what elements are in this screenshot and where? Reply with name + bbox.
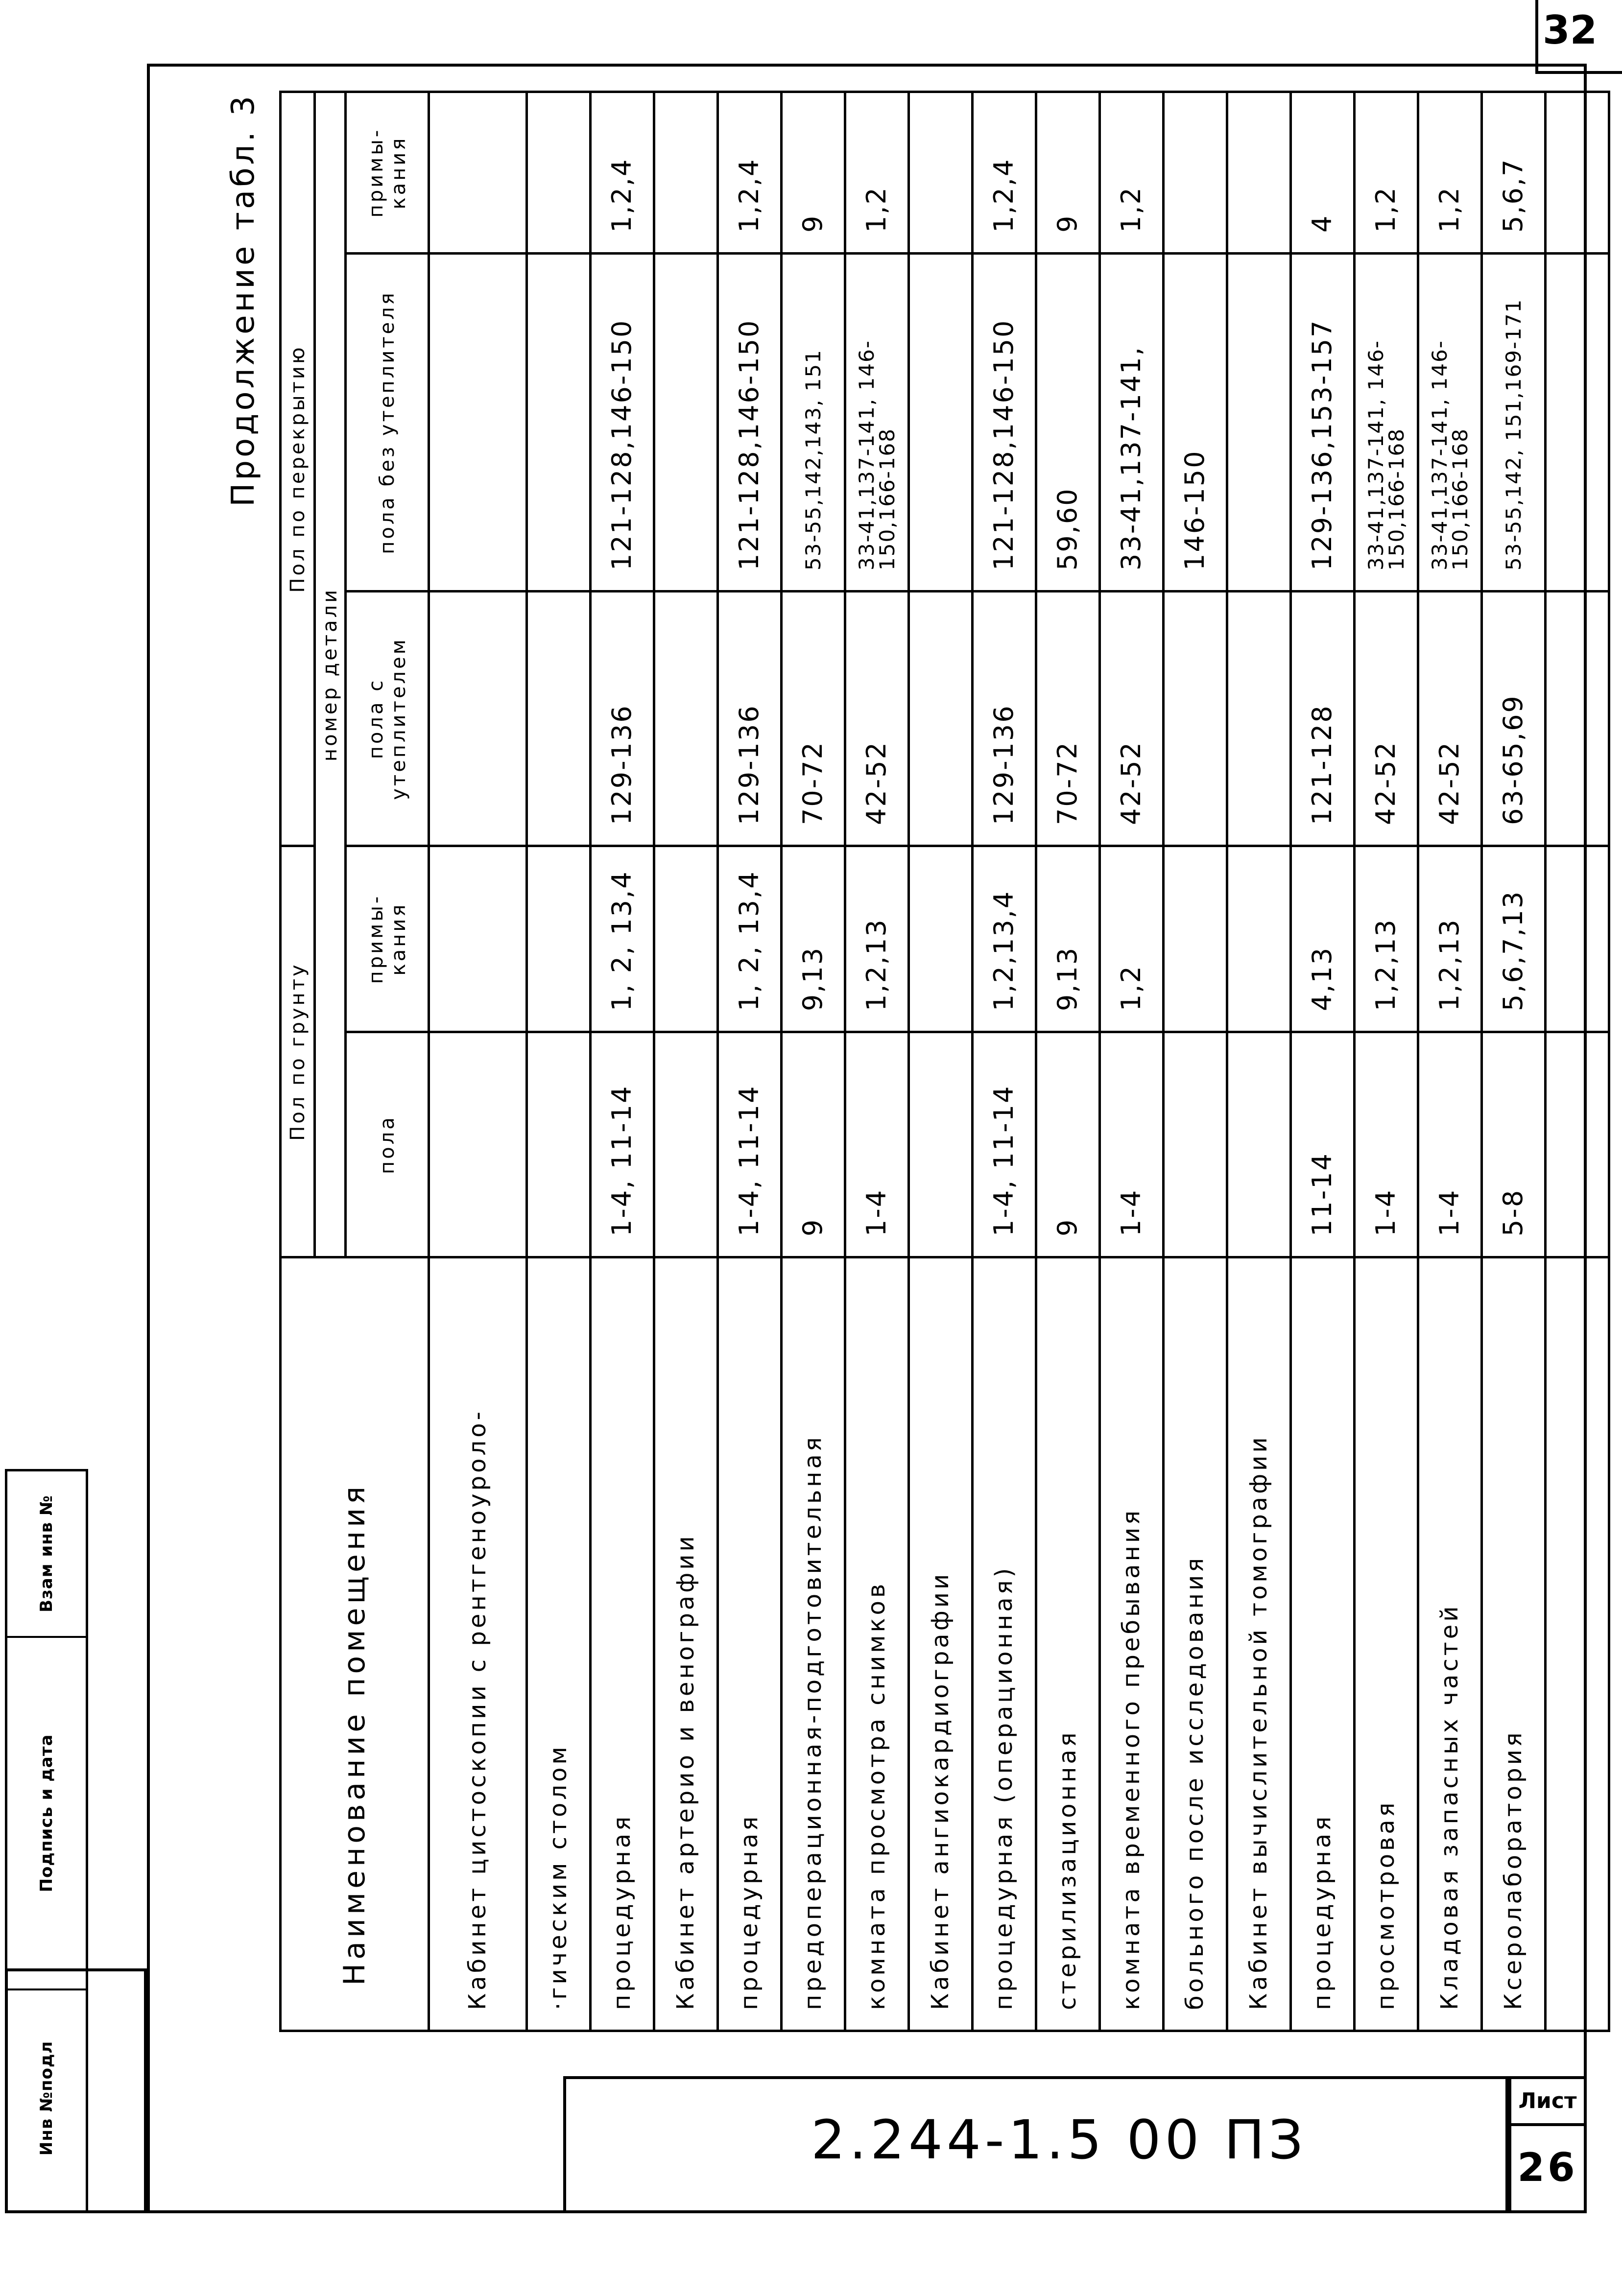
- room-name-cell: процедурная: [591, 1257, 654, 2031]
- slab-insulated-cell: 70-72: [1036, 592, 1100, 846]
- ground-floor-cell: 1-4: [845, 1032, 909, 1257]
- room-name-cell: просмотровая: [1355, 1257, 1418, 2031]
- slab-notes-cell: [1227, 92, 1291, 253]
- ground-notes-cell: 1,2,13: [1355, 846, 1418, 1032]
- room-name-cell: Кабинет ангиокардиографии: [909, 1257, 973, 2031]
- room-name-cell: стерилизационная: [1036, 1257, 1100, 2031]
- ground-floor-cell: 1-4: [1355, 1032, 1418, 1257]
- slab-insulated-cell: 70-72: [782, 592, 845, 846]
- rotated-table-area: [225, 93, 1567, 2032]
- slab-insulated-cell: 42-52: [1100, 592, 1164, 846]
- slab-insulated-cell: 129-136: [591, 592, 654, 846]
- slab-notes-cell: 1,2,4: [591, 92, 654, 253]
- slab-plain-cell: 59,60: [1036, 254, 1100, 592]
- table-row: [1100, 92, 1164, 2031]
- table-row: [909, 92, 973, 2031]
- ground-notes-cell: [1227, 846, 1291, 1032]
- stamp-cell-inv-podl: [7, 1990, 86, 2206]
- slab-notes-cell: 9: [782, 92, 845, 253]
- header-slab-plain: пола без утеплителя: [346, 254, 429, 592]
- slab-insulated-cell: [429, 592, 527, 846]
- table-body: [429, 92, 1609, 2031]
- title-block: [563, 2076, 1508, 2213]
- table-row: [782, 92, 845, 2031]
- ground-floor-cell: 5-8: [1482, 1032, 1546, 1257]
- ground-floor-cell: 9: [1036, 1032, 1100, 1257]
- ground-floor-cell: 11-14: [1291, 1032, 1355, 1257]
- table-row: [1291, 92, 1355, 2031]
- slab-notes-cell: 9: [1036, 92, 1100, 253]
- ground-notes-cell: [654, 846, 718, 1032]
- room-name-cell: больного после исследования: [1164, 1257, 1227, 2031]
- ground-floor-cell: 1-4: [1418, 1032, 1482, 1257]
- slab-notes-cell: 1,2: [845, 92, 909, 253]
- ground-floor-cell: [1164, 1032, 1227, 1257]
- slab-notes-cell: [909, 92, 973, 253]
- slab-notes-cell: 1,2: [1100, 92, 1164, 253]
- ground-floor-cell: [429, 1032, 527, 1257]
- ground-notes-cell: 1,2,13: [845, 846, 909, 1032]
- slab-notes-cell: [429, 92, 527, 253]
- table-row: [1036, 92, 1100, 2031]
- ground-notes-cell: 1,2,13,4: [973, 846, 1036, 1032]
- room-name-cell: Кабинет артерио и венографии: [654, 1257, 718, 2031]
- ground-floor-cell: 1-4, 11-14: [973, 1032, 1036, 1257]
- ground-floor-cell: [909, 1032, 973, 1257]
- slab-plain-cell: 33-41,137-141, 146-150,166-168: [1418, 254, 1482, 592]
- ground-floor-cell: 9: [782, 1032, 845, 1257]
- slab-plain-cell: [909, 254, 973, 592]
- slab-notes-cell: [654, 92, 718, 253]
- slab-plain-cell: 146-150: [1164, 254, 1227, 592]
- slab-insulated-cell: 42-52: [1355, 592, 1418, 846]
- ground-notes-cell: [1164, 846, 1227, 1032]
- ground-floor-cell: [1227, 1032, 1291, 1257]
- table-row: [527, 92, 591, 2031]
- header-detail-number: номер детали: [315, 92, 346, 1257]
- room-name-cell: процедурная (операционная): [973, 1257, 1036, 2031]
- slab-insulated-cell: [909, 592, 973, 846]
- table-row: [1227, 92, 1291, 2031]
- ground-notes-cell: 5,6,7,13: [1482, 846, 1546, 1032]
- slab-notes-cell: [1164, 92, 1227, 253]
- ground-notes-cell: 4,13: [1291, 846, 1355, 1032]
- ground-notes-cell: 9,13: [1036, 846, 1100, 1032]
- ground-notes-cell: 1,2,13: [1418, 846, 1482, 1032]
- header-slab-notes: примы- кания: [346, 92, 429, 253]
- document-code: 2.244-1.5 00 ПЗ: [811, 2108, 1307, 2171]
- stamp-cell-podpis: [7, 1638, 86, 1990]
- slab-insulated-cell: [654, 592, 718, 846]
- slab-notes-cell: 1,2,4: [973, 92, 1036, 253]
- table-row: [429, 92, 527, 2031]
- sheet-label: Лист: [1511, 2079, 1584, 2126]
- page-number-rule-vertical: [1535, 0, 1538, 73]
- sheet-box: [1508, 2076, 1587, 2213]
- slab-notes-cell: 4: [1291, 92, 1355, 253]
- slab-plain-cell: [654, 254, 718, 592]
- ground-notes-cell: 1,2: [1100, 846, 1164, 1032]
- room-name-cell: Ксеролаборатория: [1482, 1257, 1546, 2031]
- slab-notes-cell: [1546, 92, 1609, 253]
- table-row: [1355, 92, 1418, 2031]
- stamp-inv-podl: Инв №подл: [37, 2040, 56, 2156]
- ground-notes-cell: 1, 2, 13,4: [718, 846, 782, 1032]
- slab-insulated-cell: 121-128: [1291, 592, 1355, 846]
- room-name-cell: Кабинет цистоскопии с рентгеноуроло-: [429, 1257, 527, 2031]
- table-row: [718, 92, 782, 2031]
- ground-floor-cell: 1-4, 11-14: [718, 1032, 782, 1257]
- stamp-vzam-inv: Взам инв №: [37, 1495, 56, 1612]
- slab-insulated-cell: 129-136: [973, 592, 1036, 846]
- slab-plain-cell: [1227, 254, 1291, 592]
- slab-insulated-cell: [1546, 592, 1609, 846]
- floors-table: [279, 91, 1610, 2032]
- slab-plain-cell: [1546, 254, 1609, 592]
- slab-plain-cell: 33-41,137-141, 146-150,166-168: [845, 254, 909, 592]
- slab-plain-cell: 121-128,146-150: [718, 254, 782, 592]
- slab-insulated-cell: 63-65,69: [1482, 592, 1546, 846]
- slab-insulated-cell: [527, 592, 591, 846]
- table-row: [1482, 92, 1546, 2031]
- room-name-cell: Кабинет вычислительной томографии: [1227, 1257, 1291, 2031]
- ground-notes-cell: [527, 846, 591, 1032]
- ground-floor-cell: [654, 1032, 718, 1257]
- slab-notes-cell: 5,6,7: [1482, 92, 1546, 253]
- slab-insulated-cell: 42-52: [1418, 592, 1482, 846]
- table-row: [845, 92, 909, 2031]
- slab-plain-cell: 121-128,146-150: [591, 254, 654, 592]
- slab-plain-cell: [429, 254, 527, 592]
- table-row: [591, 92, 654, 2031]
- room-name-cell: процедурная: [718, 1257, 782, 2031]
- table-row: [1546, 92, 1609, 2031]
- room-name-cell: комната просмотра снимков: [845, 1257, 909, 2031]
- table-row: [973, 92, 1036, 2031]
- slab-insulated-cell: [1227, 592, 1291, 846]
- slab-notes-cell: [527, 92, 591, 253]
- ground-notes-cell: [909, 846, 973, 1032]
- header-slab-insulated: пола с утеплителем: [346, 592, 429, 846]
- stamp-cell-vzam-inv: [7, 1471, 86, 1638]
- slab-insulated-cell: 42-52: [845, 592, 909, 846]
- ground-floor-cell: 1-4, 11-14: [591, 1032, 654, 1257]
- slab-plain-cell: 53-55,142, 151,169-171: [1482, 254, 1546, 592]
- slab-plain-cell: [527, 254, 591, 592]
- room-name-cell: комната временного пребывания: [1100, 1257, 1164, 2031]
- ground-notes-cell: [1546, 846, 1609, 1032]
- stamp-rail: [5, 1469, 88, 2213]
- slab-insulated-cell: 129-136: [718, 592, 782, 846]
- ground-floor-cell: 1-4: [1100, 1032, 1164, 1257]
- table-title: Продолжение табл. 3: [225, 93, 262, 507]
- header-ground-notes: примы- кания: [346, 846, 429, 1032]
- table-row: [1164, 92, 1227, 2031]
- slab-plain-cell: 121-128,146-150: [973, 254, 1036, 592]
- ground-notes-cell: [429, 846, 527, 1032]
- header-ground-floor: пола: [346, 1032, 429, 1257]
- ground-notes-cell: 9,13: [782, 846, 845, 1032]
- slab-plain-cell: 33-41,137-141,: [1100, 254, 1164, 592]
- ground-floor-cell: [1546, 1032, 1609, 1257]
- room-name-cell: предоперационная-подготовительная: [782, 1257, 845, 2031]
- table-row: [1418, 92, 1482, 2031]
- ground-notes-cell: 1, 2, 13,4: [591, 846, 654, 1032]
- room-name-cell: [1546, 1257, 1609, 2031]
- ground-floor-cell: [527, 1032, 591, 1257]
- header-room-name: Наименование помещения: [281, 1257, 429, 2031]
- slab-notes-cell: 1,2,4: [718, 92, 782, 253]
- slab-notes-cell: 1,2: [1418, 92, 1482, 253]
- stamp-podpis-data: Подпись и дата: [37, 1734, 56, 1893]
- header-floor-on-ground: Пол по грунту: [281, 846, 315, 1257]
- page-number: 32: [1543, 7, 1598, 53]
- slab-plain-cell: 53-55,142,143, 151: [782, 254, 845, 592]
- room-name-cell: процедурная: [1291, 1257, 1355, 2031]
- slab-plain-cell: 33-41,137-141, 146-150,166-168: [1355, 254, 1418, 592]
- slab-insulated-cell: [1164, 592, 1227, 846]
- room-name-cell: Кладовая запасных частей: [1418, 1257, 1482, 2031]
- slab-plain-cell: 129-136,153-157: [1291, 254, 1355, 592]
- sheet-number: 26: [1517, 2145, 1578, 2190]
- header-floor-on-slab: Пол по перекрытию: [281, 92, 315, 846]
- slab-notes-cell: 1,2: [1355, 92, 1418, 253]
- table-row: [654, 92, 718, 2031]
- room-name-cell: ·гическим столом: [527, 1257, 591, 2031]
